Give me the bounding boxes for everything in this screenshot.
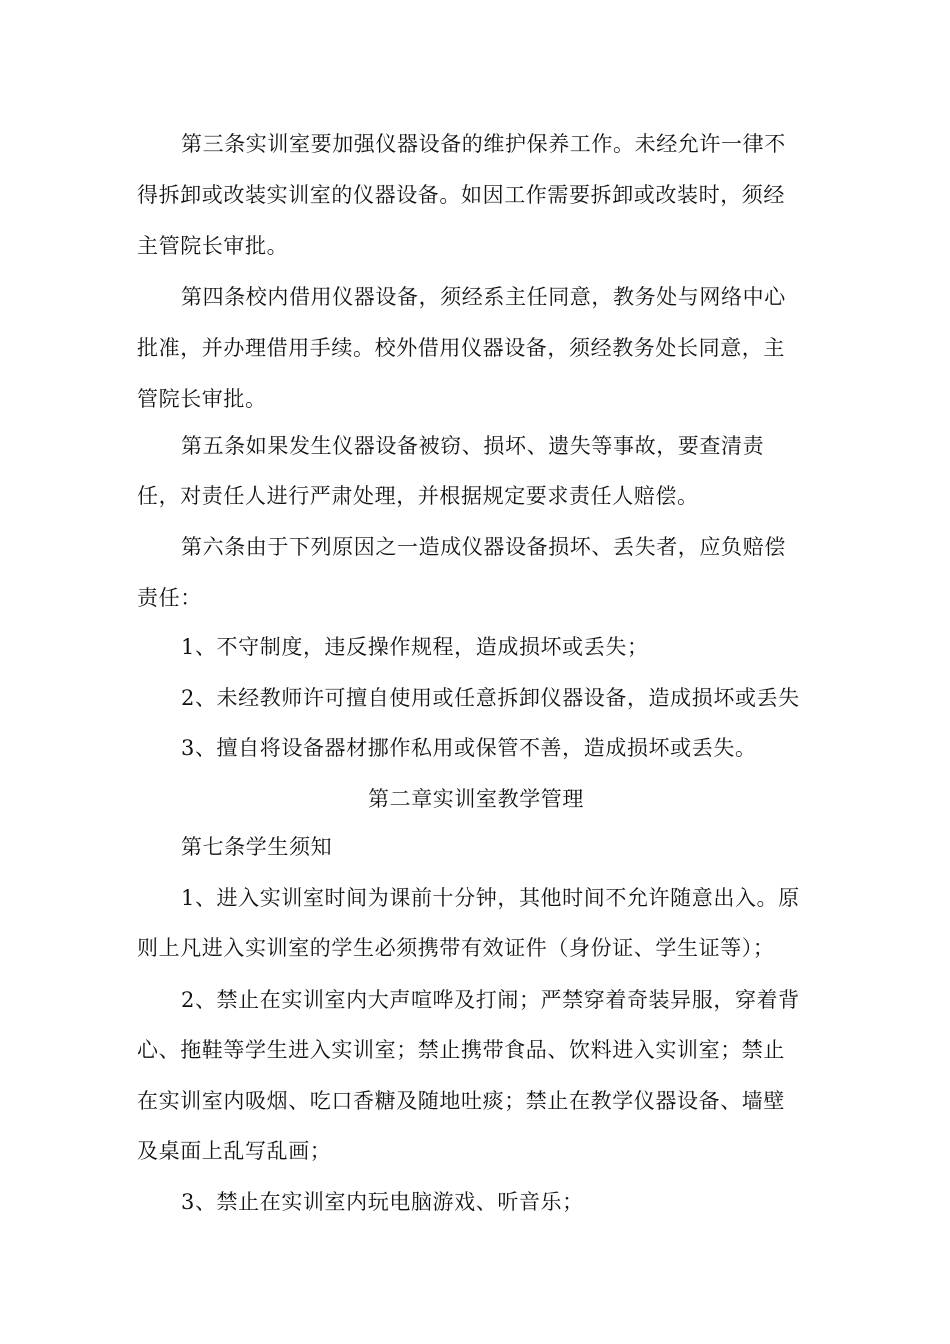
article-3-line-3: 主管院长审批。 — [137, 234, 289, 258]
article-7-item-2-line-2: 心、拖鞋等学生进入实训室；禁止携带食品、饮料进入实训室；禁止 — [137, 1038, 785, 1062]
article-4-line-1: 第四条校内借用仪器设备，须经系主任同意，教务处与网络中心 — [181, 285, 786, 309]
article-7-item-2-line-1: 2、禁止在实训室内大声喧哗及打闹；严禁穿着奇装异服，穿着背 — [181, 988, 800, 1012]
article-7-item-2-line-4: 及桌面上乱写乱画； — [137, 1139, 332, 1163]
article-5-line-1: 第五条如果发生仪器设备被窃、损坏、遗失等事故，要查清责 — [181, 434, 765, 458]
article-3-line-2: 得拆卸或改装实训室的仪器设备。如因工作需要拆卸或改装时，须经 — [137, 183, 785, 207]
article-6-line-2: 责任： — [137, 586, 202, 610]
article-4-line-3: 管院长审批。 — [137, 387, 267, 411]
article-6-item-2: 2、未经教师许可擅自使用或任意拆卸仪器设备，造成损坏或丢失 — [181, 686, 800, 710]
article-7-item-3: 3、禁止在实训室内玩电脑游戏、听音乐； — [181, 1190, 584, 1214]
article-7-item-1-line-2: 则上凡进入实训室的学生必须携带有效证件（身份证、学生证等）； — [137, 936, 775, 960]
article-6-line-1: 第六条由于下列原因之一造成仪器设备损坏、丢失者，应负赔偿 — [181, 535, 786, 559]
article-7-title: 第七条学生须知 — [181, 835, 333, 859]
article-3-line-1: 第三条实训室要加强仪器设备的维护保养工作。未经允许一律不 — [181, 132, 786, 156]
article-4-line-2: 批准，并办理借用手续。校外借用仪器设备，须经教务处长同意，主 — [137, 336, 785, 360]
article-6-item-3: 3、擅自将设备器材挪作私用或保管不善，造成损坏或丢失。 — [181, 736, 757, 760]
article-7-item-2-line-3: 在实训室内吸烟、吃口香糖及随地吐痰；禁止在教学仪器设备、墙壁 — [137, 1089, 785, 1113]
article-7-item-1-line-1: 1、进入实训室时间为课前十分钟，其他时间不允许随意出入。原 — [181, 886, 800, 910]
chapter-heading: 第二章实训室教学管理 — [368, 787, 584, 811]
article-6-item-1: 1、不守制度，违反操作规程，造成损坏或丢失； — [181, 635, 649, 659]
article-5-line-2: 任，对责任人进行严肃处理，并根据规定要求责任人赔偿。 — [137, 484, 699, 508]
